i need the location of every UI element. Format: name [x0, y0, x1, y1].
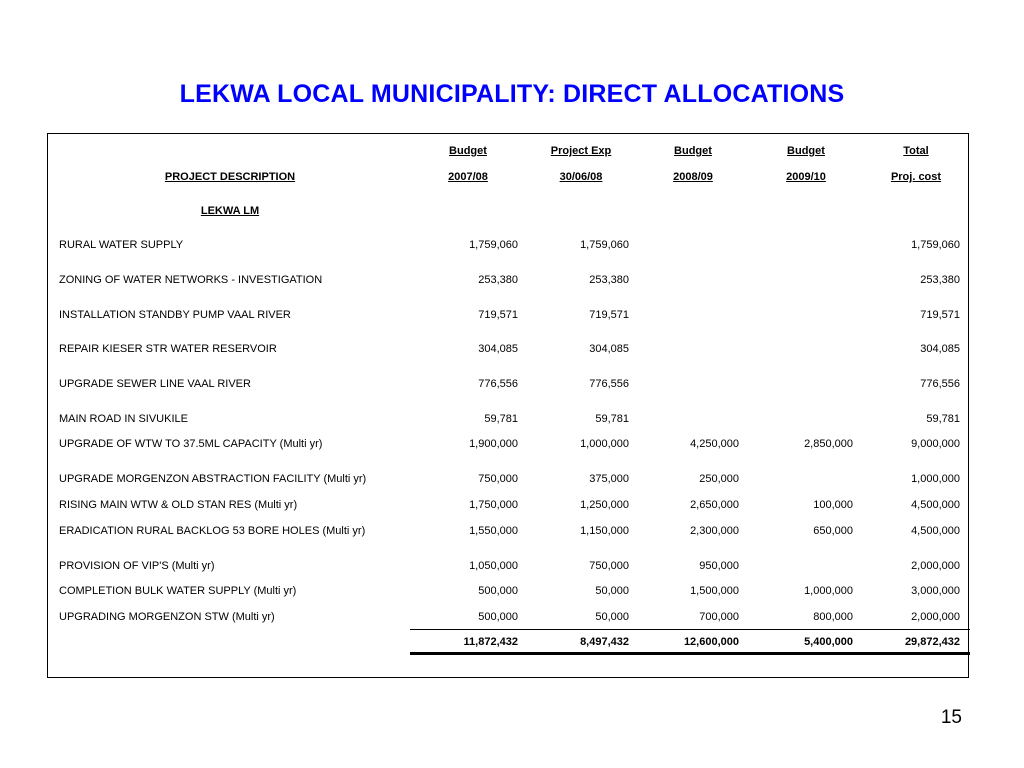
row-value: 950,000 — [699, 560, 739, 572]
row-value: 776,556 — [920, 378, 960, 390]
row-description: UPGRADE OF WTW TO 37.5ML CAPACITY (Multi yr) — [59, 438, 323, 450]
row-value: 1,000,000 — [580, 438, 629, 450]
row-value: 59,781 — [595, 413, 629, 425]
row-description: UPGRADE MORGENZON ABSTRACTION FACILITY (Multi yr) — [59, 473, 367, 485]
row-value: 250,000 — [699, 473, 739, 485]
row-value: 100,000 — [813, 499, 853, 511]
row-description: RURAL WATER SUPPLY — [59, 239, 184, 251]
row-value: 800,000 — [813, 611, 853, 623]
row-value: 1,759,060 — [580, 239, 629, 251]
row-value: 1,750,000 — [469, 499, 518, 511]
header-total-line2: Proj. cost — [890, 171, 942, 183]
header-budget-0708-line2: 2007/08 — [448, 171, 488, 183]
row-value: 9,000,000 — [911, 438, 960, 450]
row-value: 2,300,000 — [690, 525, 739, 537]
header-project-description: PROJECT DESCRIPTION — [164, 171, 296, 183]
row-value: 2,000,000 — [911, 560, 960, 572]
row-value: 1,759,060 — [911, 239, 960, 251]
row-value: 375,000 — [589, 473, 629, 485]
total-value: 8,497,432 — [580, 636, 629, 648]
total-value: 11,872,432 — [463, 636, 518, 648]
total-value: 12,600,000 — [683, 636, 739, 648]
row-value: 3,000,000 — [911, 585, 960, 597]
header-budget-0809-line2: 2008/09 — [673, 171, 713, 183]
total-value: 29,872,432 — [904, 636, 960, 648]
row-description: RISING MAIN WTW & OLD STAN RES (Multi yr) — [59, 499, 298, 511]
row-value: 1,250,000 — [580, 499, 629, 511]
row-value: 4,500,000 — [911, 525, 960, 537]
row-description: ZONING OF WATER NETWORKS - INVESTIGATION — [59, 274, 323, 286]
row-value: 253,380 — [920, 274, 960, 286]
page-title: LEKWA LOCAL MUNICIPALITY: DIRECT ALLOCATIONS — [179, 80, 845, 108]
header-project-exp-line1: Project Exp — [550, 145, 612, 157]
row-value: 750,000 — [478, 473, 518, 485]
row-value: 253,380 — [478, 274, 518, 286]
row-value: 750,000 — [589, 560, 629, 572]
row-value: 719,571 — [478, 309, 518, 321]
header-budget-0809-line1: Budget — [674, 145, 712, 157]
row-value: 776,556 — [478, 378, 518, 390]
header-budget-0708-line1: Budget — [449, 145, 487, 157]
allocations-table — [47, 133, 969, 678]
row-value: 1,050,000 — [469, 560, 518, 572]
row-value: 50,000 — [595, 585, 629, 597]
row-value: 2,650,000 — [690, 499, 739, 511]
row-description: INSTALLATION STANDBY PUMP VAAL RIVER — [59, 309, 291, 321]
total-rule-top — [410, 629, 970, 630]
row-value: 304,085 — [920, 343, 960, 355]
row-value: 719,571 — [920, 309, 960, 321]
row-value: 650,000 — [813, 525, 853, 537]
row-value: 700,000 — [699, 611, 739, 623]
row-value: 59,781 — [484, 413, 518, 425]
row-description: UPGRADE SEWER LINE VAAL RIVER — [59, 378, 251, 390]
row-value: 2,000,000 — [911, 611, 960, 623]
row-description: COMPLETION BULK WATER SUPPLY (Multi yr) — [59, 585, 297, 597]
row-description: REPAIR KIESER STR WATER RESERVOIR — [59, 343, 277, 355]
row-description: ERADICATION RURAL BACKLOG 53 BORE HOLES (Multi yr) — [59, 525, 366, 537]
header-budget-0910-line2: 2009/10 — [786, 171, 826, 183]
row-value: 1,900,000 — [469, 438, 518, 450]
row-value: 1,150,000 — [580, 525, 629, 537]
row-value: 1,500,000 — [690, 585, 739, 597]
row-value: 304,085 — [478, 343, 518, 355]
row-value: 776,556 — [589, 378, 629, 390]
row-value: 2,850,000 — [804, 438, 853, 450]
row-description: PROVISION OF VIP'S (Multi yr) — [59, 560, 215, 572]
total-value: 5,400,000 — [804, 636, 853, 648]
section-heading: LEKWA LM — [200, 205, 260, 217]
row-value: 59,781 — [926, 413, 960, 425]
row-value: 304,085 — [589, 343, 629, 355]
row-value: 4,250,000 — [690, 438, 739, 450]
row-value: 4,500,000 — [911, 499, 960, 511]
row-value: 1,000,000 — [911, 473, 960, 485]
row-value: 1,550,000 — [469, 525, 518, 537]
row-value: 1,759,060 — [469, 239, 518, 251]
page-number: 15 — [940, 707, 962, 728]
row-value: 500,000 — [478, 611, 518, 623]
row-value: 50,000 — [595, 611, 629, 623]
header-budget-0910-line1: Budget — [787, 145, 825, 157]
header-project-exp-line2: 30/06/08 — [559, 171, 603, 183]
total-rule-bottom — [410, 652, 970, 655]
header-total-line1: Total — [903, 145, 929, 157]
row-description: MAIN ROAD IN SIVUKILE — [59, 413, 188, 425]
row-value: 253,380 — [589, 274, 629, 286]
row-value: 500,000 — [478, 585, 518, 597]
row-description: UPGRADING MORGENZON STW (Multi yr) — [59, 611, 275, 623]
row-value: 719,571 — [589, 309, 629, 321]
row-value: 1,000,000 — [804, 585, 853, 597]
